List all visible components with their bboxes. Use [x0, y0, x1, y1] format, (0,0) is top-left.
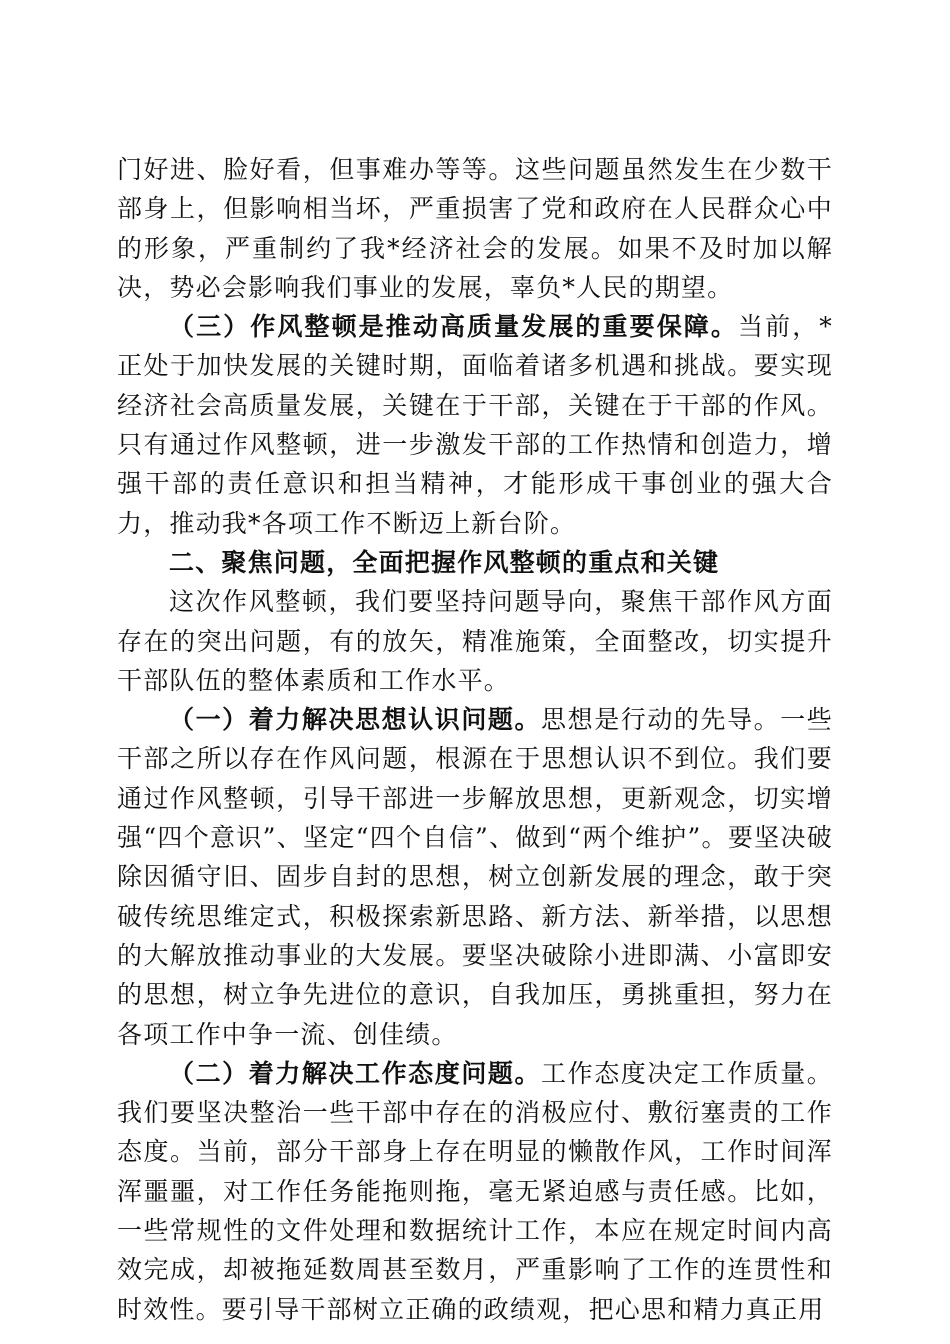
item-3-body: 当前，*正处于加快发展的关键时期，面临着诸多机遇和挑战。要实现经济社会高质量发展，关键在于干部，关键在于干部的作风。只有通过作风整顿，进一步激发干部的工作热情和创造力，增强干部的责任意识和担当精神，才能形成干事创业的强大合力，推动我*各项工作不断迈上新台阶。: [117, 312, 834, 538]
paragraph-item-2: [117, 1054, 833, 1329]
item-1-lead: （一）着力解决思想认识问题。: [169, 705, 542, 735]
document-body: [117, 150, 833, 1329]
item-2-lead: （二）着力解决工作态度问题。: [169, 1058, 542, 1088]
section-2-heading: 二、聚焦问题，全面把握作风整顿的重点和关键: [169, 547, 720, 577]
paragraph-item-1: [117, 700, 833, 1054]
item-2-body: 工作态度决定工作质量。我们要坚决整治一些干部中存在的消极应付、敷衍塞责的工作态度。当前，部分干部身上存在明显的懒散作风，工作时间浑浑噩噩，对工作任务能拖则拖，毫无紧迫感与责任感。比如，一些常规性的文件处理和数据统计工作，本应在规定时间内高效完成，却被拖延数周甚至数月，严重影响了工作的连贯性和时效性。要引导干部树立正确的政绩观，把心思和精力真正用: [117, 1058, 833, 1324]
item-1-body: 思想是行动的先导。一些干部之所以存在作风问题，根源在于思想认识不到位。我们要通过作风整顿，引导干部进一步解放思想，更新观念，切实增强“四个意识”、坚定“四个自信”、做到“两个维护”。要坚决破除因循守旧、固步自封的思想，树立创新发展的理念，敢于突破传统思维定式，积极探索新思路、新方法、新举措，以思想的大解放推动事业的大发展。要坚决破除小进即满、小富即安的思想，树立争先进位的意识，自我加压，勇挑重担，努力在各项工作中争一流、创佳绩。: [117, 705, 833, 1049]
item-3-lead: （三）作风整顿是推动高质量发展的重要保障。: [169, 312, 739, 342]
paragraph-item-3: [117, 307, 833, 543]
continuation-paragraph: 门好进、脸好看，但事难办等等。这些问题虽然发生在少数干部身上，但影响相当坏，严重损害了党和政府在人民群众心中的形象，严重制约了我*经济社会的发展。如果不及时加以解决，势必会影响我们事业的发展，辜负*人民的期望。: [117, 155, 833, 302]
section-2-intro: 这次作风整顿，我们要坚持问题导向，聚焦干部作风方面存在的突出问题，有的放矢，精准施策，全面整改，切实提升干部队伍的整体素质和工作水平。: [117, 587, 833, 695]
